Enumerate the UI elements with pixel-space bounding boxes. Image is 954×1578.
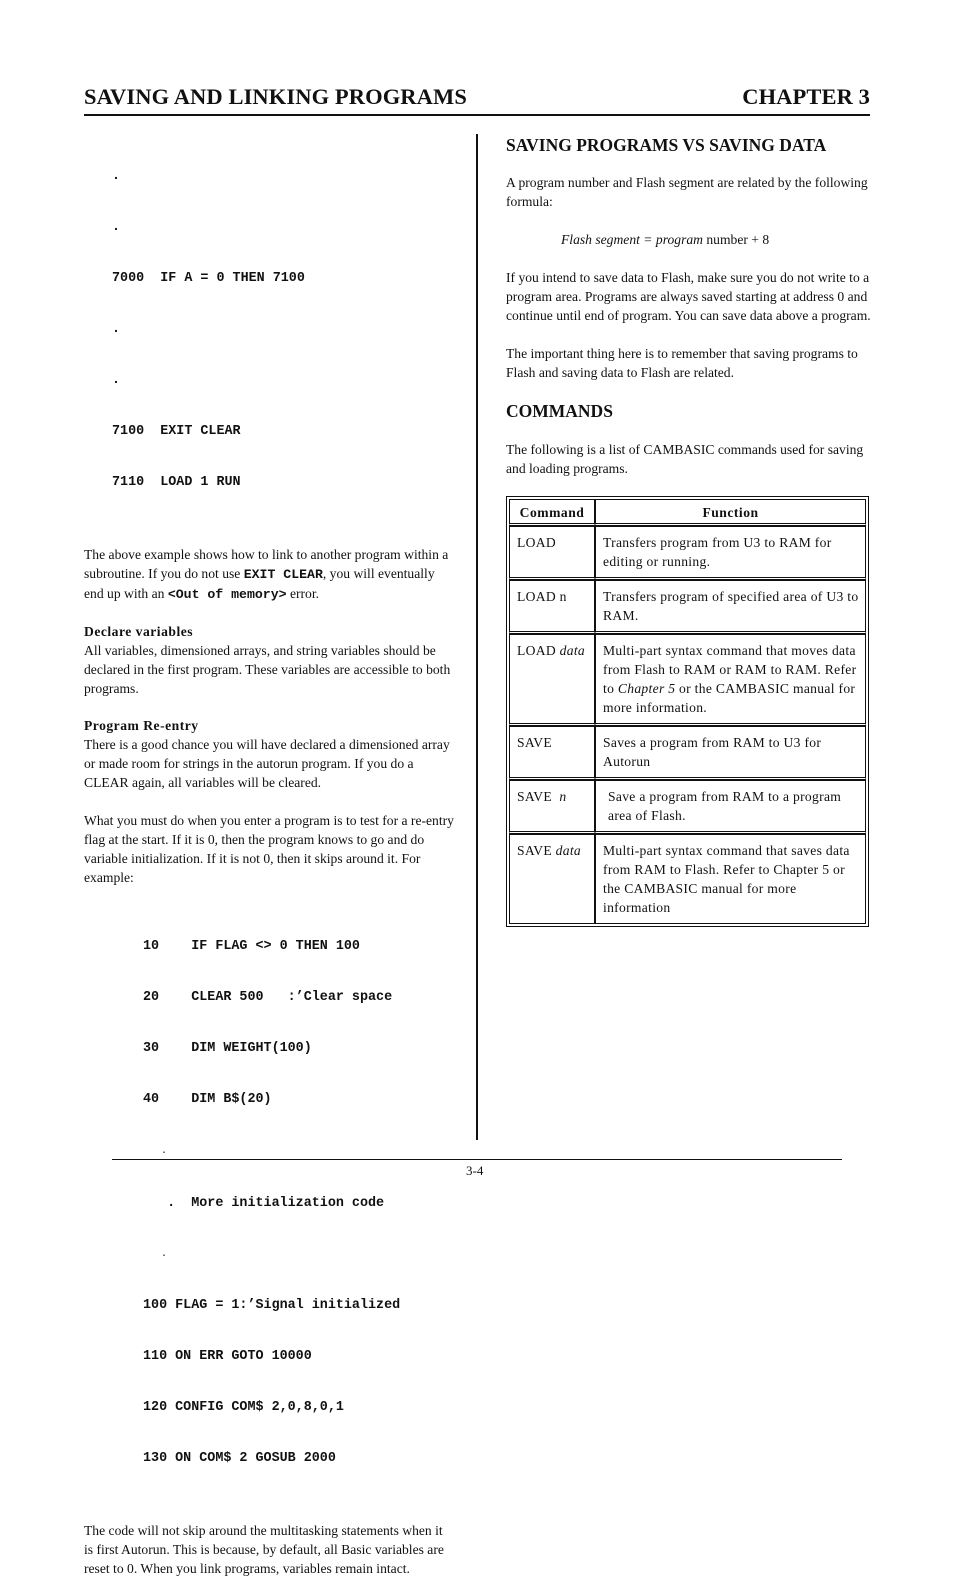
table-row [509,726,866,780]
command-cell: LOAD [509,526,595,580]
code-line: . [112,373,121,388]
declare-variables-heading: Declare variables [84,624,194,639]
formula-intro: A program number and Flash segment are related by the following formula: [506,175,868,209]
command-cell: LOAD n [509,580,595,634]
multitasking-paragraph: The code will not skip around the multitasking statements when it is first Autorun. This is because, by default, all Basic variables are reset to 0. When you link programs, variables remain intact. [84,1523,444,1576]
code-line: 30 DIM WEIGHT(100) [143,1041,312,1056]
function-cell: Save a program from RAM to a program area of Flash. [595,780,866,834]
code-line: 100 FLAG = 1:’Signal initialized [143,1298,401,1313]
code-block-reentry [143,904,454,1501]
out-of-memory-keyword: <Out of memory> [167,587,287,602]
function-cell: Transfers program from U3 to RAM for editing or running. [595,526,866,580]
command-cell: SAVE n [509,780,595,834]
table-row [509,780,866,834]
header-title: SAVING AND LINKING PROGRAMS [84,84,467,109]
exit-clear-keyword: EXIT CLEAR [243,567,323,582]
right-column [506,134,871,927]
code-line: 120 CONFIG COM$ 2,0,8,0,1 [143,1400,344,1415]
code-block-exit-clear [112,134,454,525]
code-line: 10 IF FLAG <> 0 THEN 100 [143,939,360,954]
commands-intro: The following is a list of CAMBASIC commands used for saving and loading programs. [506,442,864,476]
command-cell: SAVE [509,726,595,780]
column-divider [476,134,478,1140]
reentry-flag-paragraph: What you must do when you enter a program is to test for a re-entry flag at the start. If it is 0, then the program knows to go and do variable initialization. If it is not 0, then it skips around it. For example: [84,813,454,885]
code-line: . [112,322,121,337]
table-row [509,580,866,634]
code-line: . [143,1249,168,1260]
code-line: . More initialization code [143,1196,385,1211]
command-cell: SAVE data [509,834,595,924]
program-reentry-heading: Program Re-entry [84,718,199,733]
footer-rule [112,1159,842,1160]
code-line: . [143,1146,168,1157]
code-line: 110 ON ERR GOTO 10000 [143,1349,312,1364]
paragraph-link-example: The above example shows how to link to another program within a subroutine. If you do not use EXIT CLEAR, you will eventually end up with an <Out of memory> error. [84,547,449,602]
code-line: . [112,169,121,184]
table-header-row [509,499,866,526]
code-line: . [112,220,121,235]
function-cell: Multi-part syntax command that saves data from RAM to Flash. Refer to Chapter 5 or the CAMBASIC manual for more information [595,834,866,924]
code-line: 20 CLEAR 500 :’Clear space [143,990,393,1005]
code-line: 7100 EXIT CLEAR [112,424,241,439]
left-column [84,134,454,1578]
command-cell: LOAD data [509,634,595,726]
related-note: The important thing here is to remember that saving programs to Flash and saving data to Flash are related. [506,346,858,380]
column-header-function: Function [595,499,866,526]
code-line: 40 DIM B$(20) [143,1092,272,1107]
flash-formula: Flash segment = program number + 8 [561,232,770,247]
chapter-label: CHAPTER 3 [742,84,870,109]
program-reentry-text: There is a good chance you will have declared a dimensioned array or made room for strings in the autorun program. If you do a CLEAR again, all variables will be cleared. [84,737,450,790]
table-row [509,834,866,924]
saving-programs-heading: SAVING PROGRAMS VS SAVING DATA [506,135,827,155]
function-cell: Transfers program of specified area of U3 to RAM. [595,580,866,634]
column-header-command: Command [509,499,595,526]
commands-heading: COMMANDS [506,401,613,421]
page-number: 3-4 [466,1163,484,1178]
page-header [84,84,870,116]
code-line: 7000 IF A = 0 THEN 7100 [112,271,305,286]
code-line: 7110 LOAD 1 RUN [112,475,241,490]
commands-table [506,496,869,927]
declare-variables-text: All variables, dimensioned arrays, and string variables should be declared in the first program. These variables are accessible to both programs. [84,643,451,696]
code-line: 130 ON COM$ 2 GOSUB 2000 [143,1451,336,1466]
function-cell: Saves a program from RAM to U3 for Autorun [595,726,866,780]
table-row [509,634,866,726]
save-data-warning: If you intend to save data to Flash, make sure you do not write to a program area. Programs are always saved starting at address 0 and continue until end of program. You can save data above a program. [506,270,871,323]
function-cell: Multi-part syntax command that moves data from Flash to RAM or RAM to RAM. Refer to Chapter 5 or the CAMBASIC manual for more information. [595,634,866,726]
table-row [509,526,866,580]
